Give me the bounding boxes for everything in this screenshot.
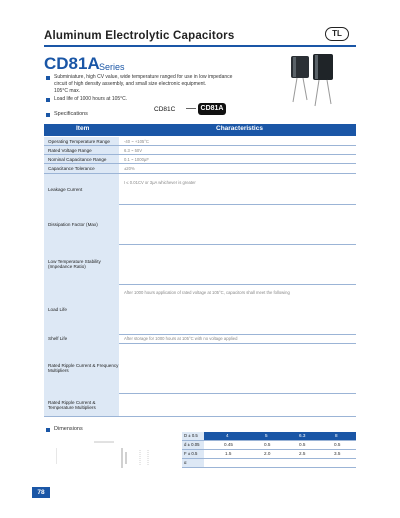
row-label: Rated Ripple Current & Temperature Multipliers bbox=[44, 393, 119, 416]
row-characteristics: I ≤ 0.01CV or 3μA whichever is greater bbox=[124, 180, 196, 185]
series-code: CD81A bbox=[44, 54, 100, 73]
table-row bbox=[44, 393, 356, 417]
section-bullet bbox=[46, 113, 50, 117]
table-row bbox=[44, 146, 356, 155]
row-characteristics: -40 ~ +105°C bbox=[124, 138, 149, 144]
row-characteristics: After storage for 1000 hours at 105°C with no voltage applied bbox=[124, 335, 238, 341]
row-label: Capacitance Tolerance bbox=[44, 164, 119, 173]
row-characteristics: ±20% bbox=[124, 165, 135, 171]
standard-prev: CD81C bbox=[154, 106, 176, 113]
dimension-drawing bbox=[56, 438, 166, 478]
feature-load-life: Load life of 1000 hours at 105°C. bbox=[54, 96, 128, 102]
header-rule bbox=[44, 45, 356, 47]
series-word: Series bbox=[99, 62, 125, 72]
page-title: Aluminum Electrolytic Capacitors bbox=[44, 30, 235, 42]
table-row bbox=[44, 204, 356, 245]
table-row bbox=[44, 174, 356, 205]
row-label: Shelf Life bbox=[44, 334, 119, 343]
row-characteristics: After 1000 hours application of rated voltage at 105°C, capacitors shall meet the following bbox=[124, 290, 290, 295]
table-row: α bbox=[182, 459, 356, 468]
table-row bbox=[44, 244, 356, 285]
table-row bbox=[44, 343, 356, 394]
page-number: 78 bbox=[32, 487, 50, 498]
table-row bbox=[44, 137, 356, 146]
col-characteristics: Characteristics bbox=[216, 125, 263, 132]
row-label: Rated Ripple Current & Frequency Multipliers bbox=[44, 343, 119, 393]
table-row bbox=[44, 284, 356, 335]
row-characteristics: 0.1 ~ 1000μF bbox=[124, 156, 149, 162]
row-label: Operating Temperature Range bbox=[44, 137, 119, 145]
row-label: Dissipation Factor (Max) bbox=[44, 204, 119, 244]
table-row bbox=[44, 155, 356, 164]
feature-bullet bbox=[46, 76, 50, 80]
feature-text: Subminiature, high CV value, wide temperature ranged for use in low impedance circuit of high density assembly, and small size electronic equipment. 105°C max. bbox=[54, 74, 233, 94]
section-bullet bbox=[46, 428, 50, 432]
table-row: D ± 0.5 4 5 6.3 8 bbox=[182, 432, 356, 441]
row-label: Load Life bbox=[44, 284, 119, 334]
capacitor-image bbox=[285, 52, 340, 108]
brand-logo: TL bbox=[325, 27, 349, 41]
table-row: F ± 0.5 1.5 2.0 2.5 3.5 bbox=[182, 450, 356, 459]
dimensions-heading: Dimensions bbox=[54, 426, 83, 432]
table-row bbox=[44, 164, 356, 174]
row-characteristics: 6.3 ~ 50V bbox=[124, 147, 143, 153]
row-label: Nominal Capacitance Range bbox=[44, 155, 119, 163]
feature-bullet bbox=[46, 98, 50, 102]
specs-heading: Specifications bbox=[54, 111, 88, 117]
table-header bbox=[44, 124, 356, 136]
row-label: Low Temperature Stability (Impedance Ratio) bbox=[44, 244, 119, 284]
col-item: Item bbox=[76, 125, 90, 132]
table-row: d ± 0.05 0.45 0.5 0.5 0.5 bbox=[182, 441, 356, 450]
row-label: Leakage Current bbox=[44, 174, 119, 204]
standard-current: CD81A bbox=[198, 103, 226, 115]
arrow-icon bbox=[186, 108, 196, 109]
row-label: Rated Voltage Range bbox=[44, 146, 119, 154]
